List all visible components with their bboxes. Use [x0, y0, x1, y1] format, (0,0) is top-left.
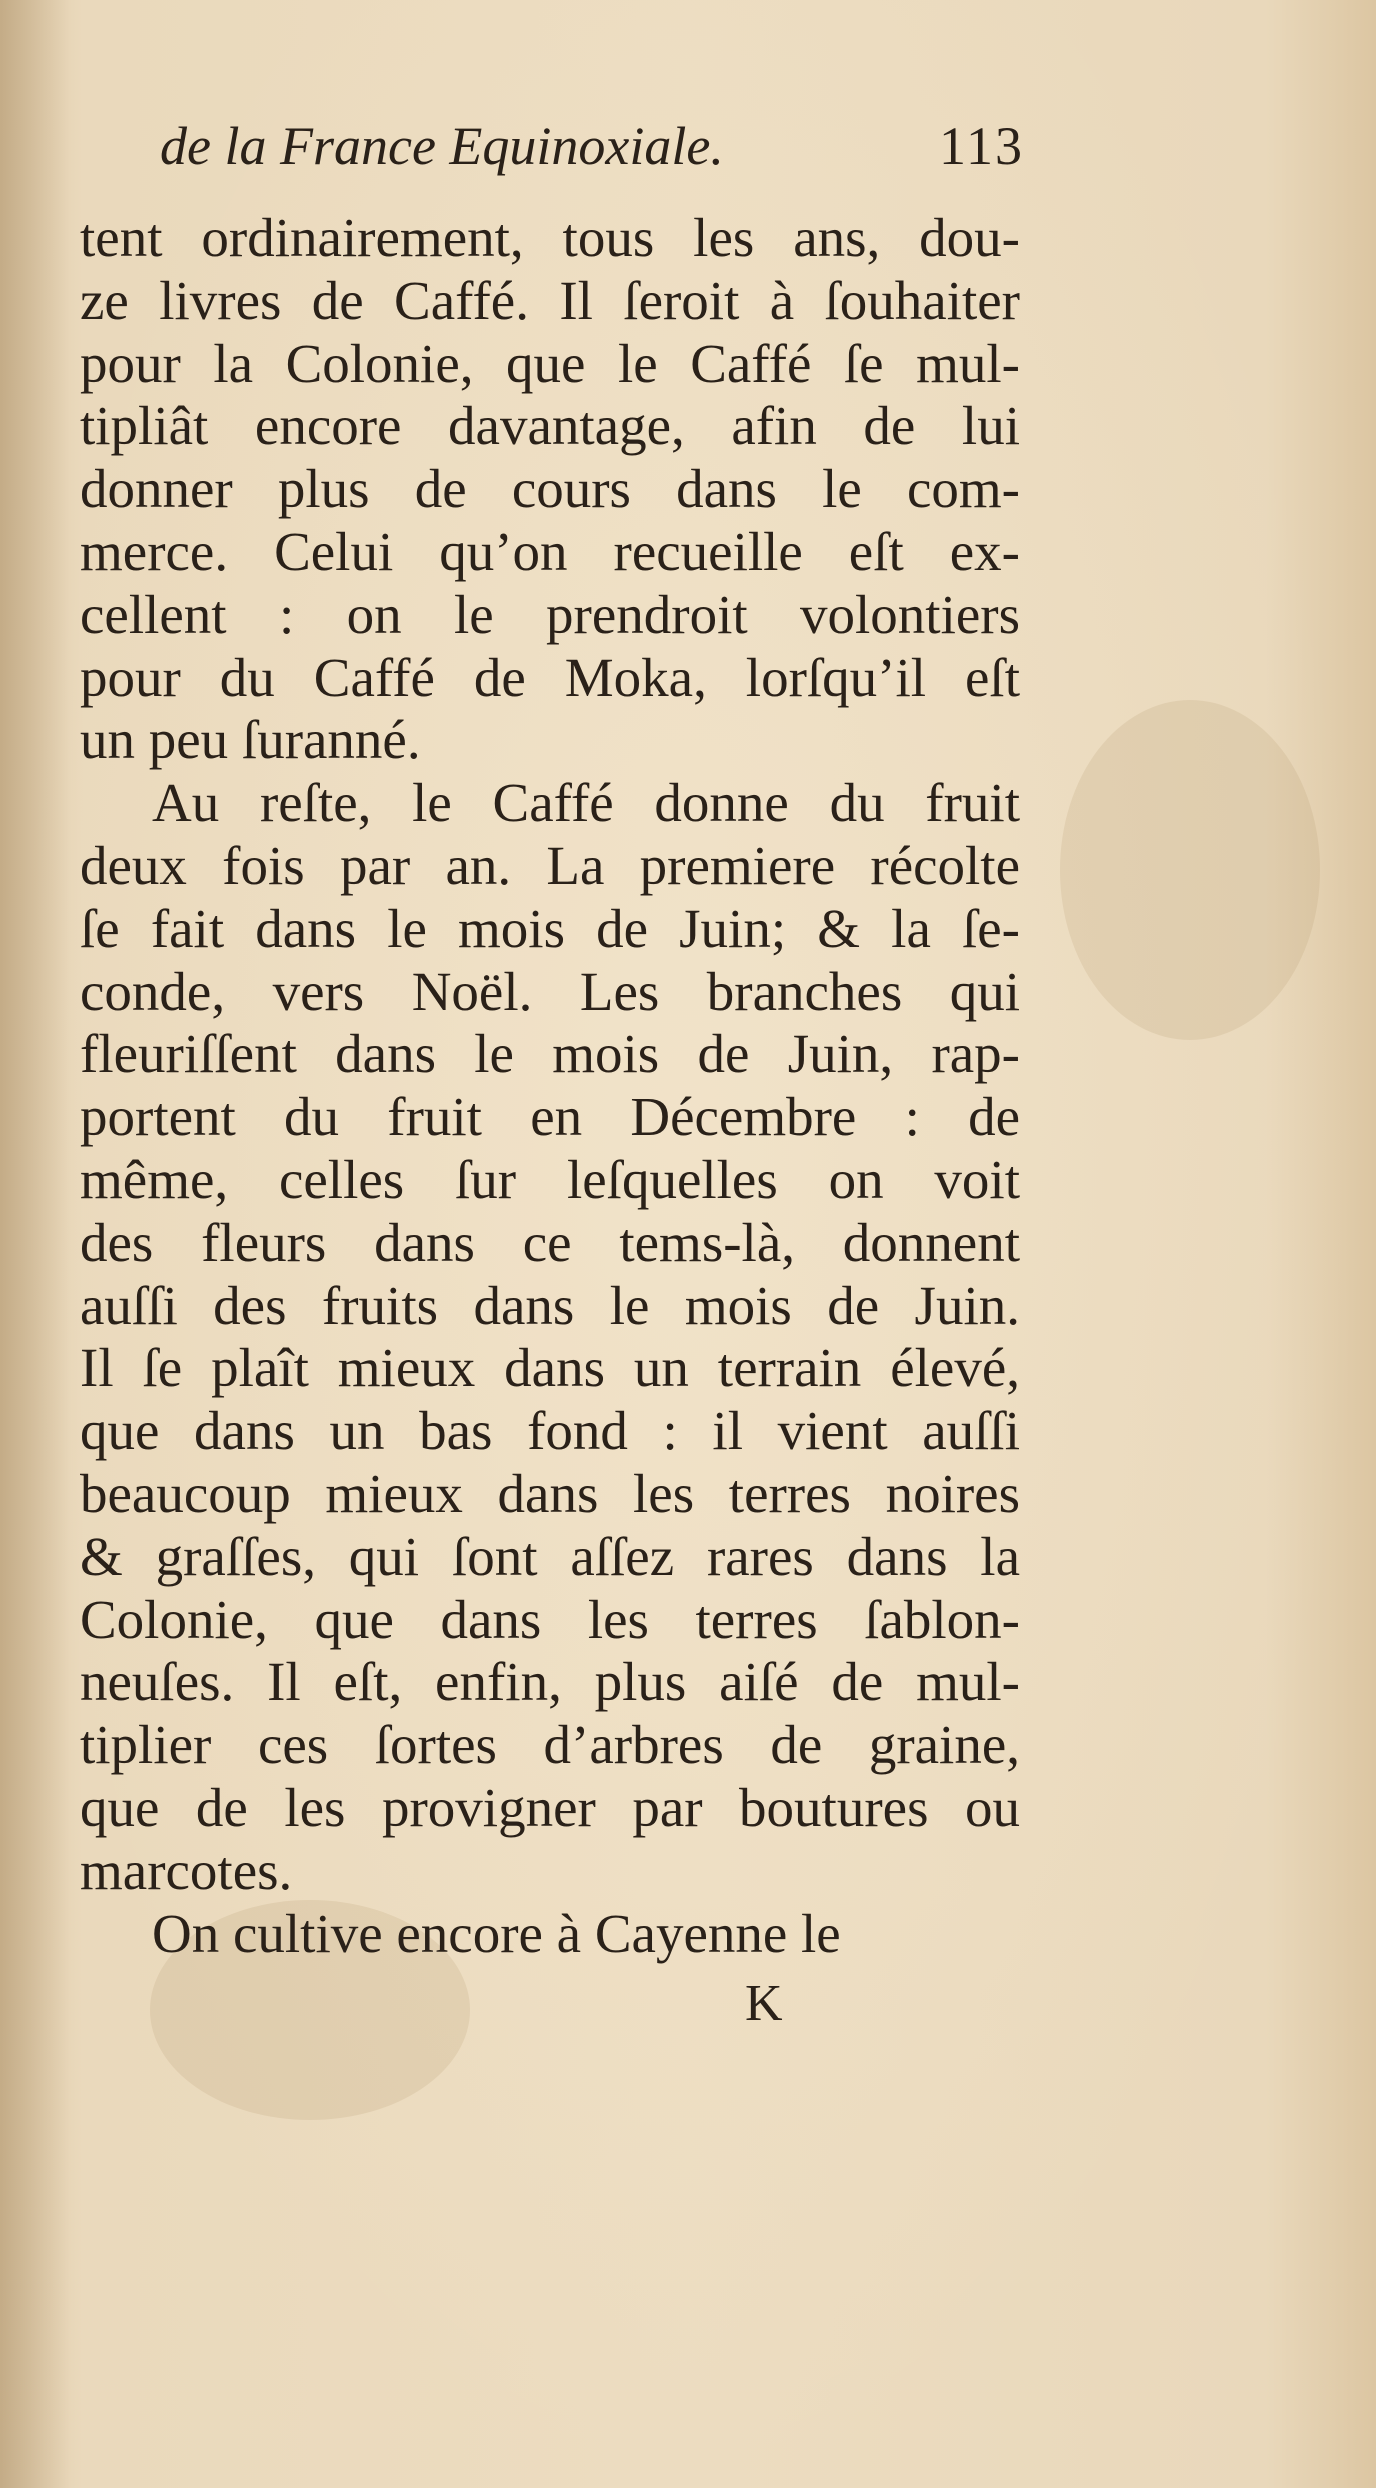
running-title: de la France Equinoxiale. — [160, 116, 724, 176]
text-line: Au reſte, le Caffé donne du fruit — [152, 772, 1020, 834]
text-line: un peu ſuranné. — [80, 709, 421, 771]
text-line: que dans un bas fond : il vient auſſi — [80, 1400, 1020, 1462]
text-line: pour du Caffé de Moka, lorſqu’il eſt — [80, 646, 1020, 708]
text-line: conde, vers Noël. Les branches qui — [80, 960, 1020, 1022]
text-line: merce. Celui qu’on recueille eſt ex- — [80, 520, 1020, 582]
text-line: tent ordinairement, tous les ans, dou- — [80, 207, 1020, 268]
spine-shadow — [0, 0, 70, 2488]
running-header — [160, 115, 1024, 187]
text-line: tiplier ces ſortes d’arbres de graine, — [80, 1714, 1020, 1776]
text-line: donner plus de cours dans le com- — [80, 458, 1020, 520]
text-line: même, celles ſur leſquelles on voit — [80, 1148, 1020, 1210]
text-line: & graſſes, qui ſont aſſez rares dans la — [80, 1525, 1020, 1587]
text-line: pour la Colonie, que le Caffé ſe mul- — [80, 332, 1020, 394]
text-line: Colonie, que dans les terres ſablon- — [80, 1588, 1020, 1650]
text-line: des fleurs dans ce tems-là, donnent — [80, 1211, 1020, 1273]
text-line: On cultive encore à Cayenne le — [152, 1902, 841, 1964]
page-number: 113 — [939, 116, 1024, 176]
text-line: marcotes. — [80, 1839, 293, 1901]
signature-mark: K — [745, 1975, 785, 2033]
text-line: fleuriſſent dans le mois de Juin, rap- — [80, 1023, 1020, 1085]
paragraph — [80, 207, 1020, 772]
text-line: auſſi des fruits dans le mois de Juin. — [80, 1274, 1020, 1336]
text-line: ze livres de Caffé. Il ſeroit à ſouhaiter — [80, 269, 1020, 331]
paper-stain — [1060, 700, 1320, 1040]
text-line: beaucoup mieux dans les terres noires — [80, 1462, 1020, 1524]
body-text — [80, 207, 1020, 1965]
text-line: ſe fait dans le mois de Juin; & la ſe- — [80, 897, 1020, 959]
text-line: neuſes. Il eſt, enfin, plus aiſé de mul- — [80, 1651, 1020, 1713]
text-block — [80, 115, 1024, 2035]
text-line: que de les provigner par boutures ou — [80, 1776, 1020, 1838]
paragraph — [80, 1903, 1020, 1966]
text-line: deux fois par an. La premiere récolte — [80, 834, 1020, 896]
text-line: Il ſe plaît mieux dans un terrain élevé, — [80, 1337, 1020, 1399]
text-line: tipliât encore davantage, afin de lui — [80, 395, 1020, 457]
paragraph — [80, 772, 1020, 1902]
text-line: portent du fruit en Décembre : de — [80, 1086, 1020, 1148]
text-line: cellent : on le prendroit volontiers — [80, 583, 1020, 645]
